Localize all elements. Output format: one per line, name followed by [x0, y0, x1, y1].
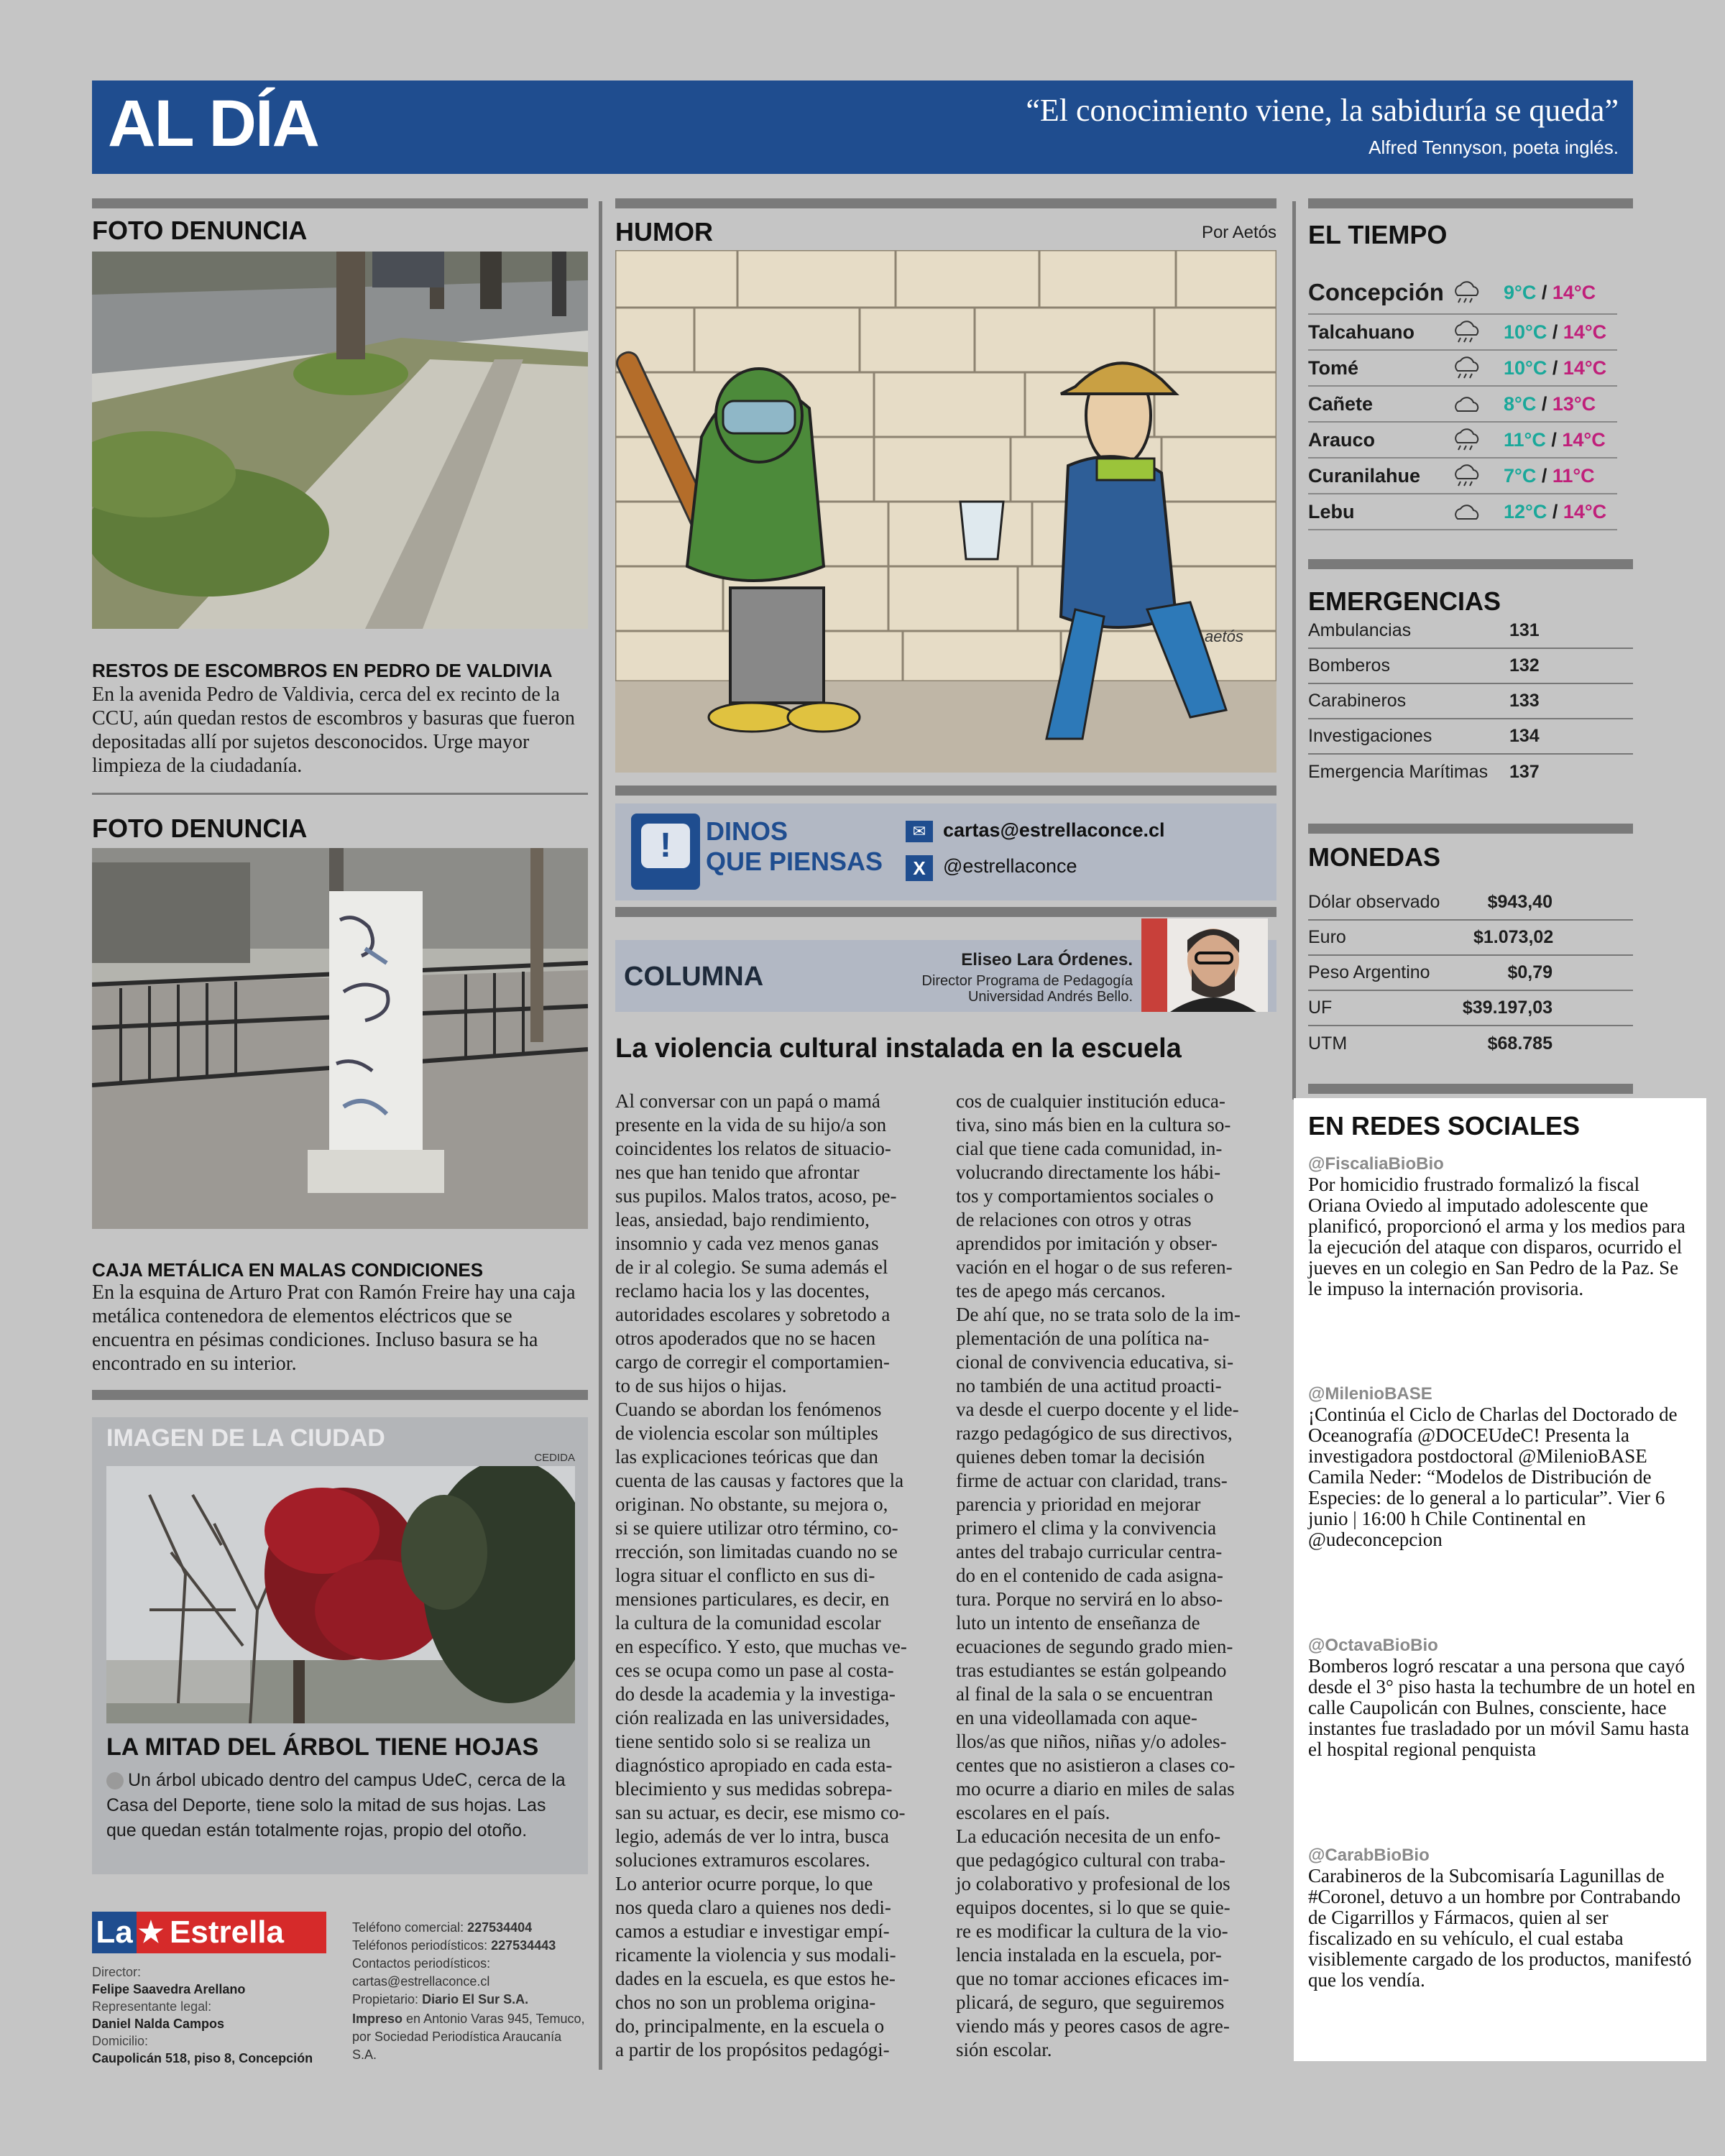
section-header: [92, 80, 1633, 174]
emergency-label: Emergencia Marítimas: [1308, 762, 1489, 782]
dinos-email[interactable]: cartas@estrellaconce.cl: [943, 819, 1165, 841]
section-title: AL DÍA: [108, 87, 318, 160]
emergency-row: [1308, 684, 1633, 719]
temp-max: 13°C: [1552, 392, 1596, 415]
weather-city: Curanilahue: [1308, 464, 1421, 487]
emergency-label: Ambulancias: [1308, 620, 1412, 640]
currency-value: $943,40: [1487, 892, 1552, 912]
emergencias-table: [1308, 614, 1633, 790]
temp-min: 10°C: [1504, 321, 1547, 343]
weather-city: Concepción: [1308, 279, 1444, 305]
redes-title: EN REDES SOCIALES: [1308, 1111, 1581, 1141]
foto-denuncia-caption-title-2: CAJA METÁLICA EN MALAS CONDICIONES: [92, 1259, 484, 1281]
temp-min: 9°C: [1504, 281, 1537, 303]
star-icon: ★: [138, 1917, 164, 1948]
imagen-ciudad-box: [92, 1417, 588, 1874]
logo-la: La: [92, 1912, 137, 1953]
columna-author-role: Director Programa de Pedagogía: [921, 973, 1133, 989]
section-rule: [615, 786, 1276, 796]
foto-denuncia-title: FOTO DENUNCIA: [92, 216, 308, 245]
weather-table: [1308, 272, 1617, 530]
section-rule: [615, 198, 1276, 208]
masthead-contacts: [352, 1919, 589, 2064]
emergency-number: 133: [1509, 691, 1540, 711]
phone-label: Teléfono comercial:: [352, 1920, 464, 1935]
social-handle[interactable]: @MilenioBASE: [1308, 1384, 1432, 1404]
contact-email[interactable]: cartas@estrellaconce.cl: [352, 1974, 490, 1989]
temp-max: 14°C: [1563, 356, 1607, 379]
rain-cloud-icon: [1452, 321, 1482, 344]
staff-label: Domicilio:: [92, 2034, 149, 2048]
monedas-table: [1308, 885, 1633, 1061]
emergencias-title: EMERGENCIAS: [1308, 586, 1501, 616]
emergency-number: 137: [1509, 762, 1540, 782]
foto-denuncia-title-2: FOTO DENUNCIA: [92, 814, 308, 843]
emergency-number: 134: [1509, 726, 1540, 746]
contact-label: Contactos periodísticos:: [352, 1956, 491, 1971]
weather-row: Curanilahue 7°C / 11°C: [1308, 459, 1617, 494]
photo-credit: CEDIDA: [534, 1452, 575, 1464]
imagen-ciudad-headline: LA MITAD DEL ÁRBOL TIENE HOJAS: [106, 1733, 539, 1761]
currency-value: $68.785: [1487, 1033, 1552, 1054]
temp-min: 11°C: [1504, 428, 1546, 451]
weather-city: Talcahuano: [1308, 321, 1415, 343]
humor-title: HUMOR: [615, 217, 713, 247]
section-rule: [92, 198, 588, 208]
currency-label: UTM: [1308, 1033, 1348, 1054]
social-post: [1308, 1154, 1696, 1299]
social-post: [1308, 1846, 1696, 1991]
dinos-title: [706, 816, 883, 877]
currency-row: [1308, 991, 1633, 1026]
section-rule: [92, 1390, 588, 1400]
staff-value: Daniel Naldа Campos: [92, 2017, 225, 2031]
social-post: [1308, 1636, 1696, 1760]
print-text: en Antonio Varas 945, Temuco, por Sociedad Periodística Araucanía S.A.: [352, 2012, 585, 2062]
owner-value: Diario El Sur S.A.: [422, 1992, 529, 2007]
currency-row: [1308, 885, 1633, 921]
currency-label: UF: [1308, 998, 1333, 1018]
columna-text-col1: Al conversar con un papá o mamá presente en la vida de su hijo/a son coincidentes los relatos de situacio- nes que han tenido que afrontar sus pupilos. Malos tratos, acoso, pe- leas, ansiedad, bajo rendimiento, insomnio y cada vez menos ganas de ir al colegio. Se suma además el reclamo hacia los y las docentes, autoridades escolares y sobretodo a otros apoderados que no se hacen cargo de corregir el comportamien- to de sus hijos o hijas. Cuando se abordan los fenómenos de violencia escolar son múltiples las explicaciones teóricas que dan cuenta de las causas y factores que la originan. No obstante, su mejora o, si se quiere utilizar otro término, co- rrección, son limitadas cuando no se logra situar el conflicto en sus di- mensiones particulares, es decir, en la cultura de la comunidad escolar en específico. Y esto, que muchas ve- ces se ocupa como un pase al costa- do desde la academia y la investiga- ción realizada en las universidades, tiene sentido solo si se realiza un diagnóstico apropiado en cada esta- blecimiento y sus medidas sobrepa- san su actuar, es decir, ese mismo co- legio, además de ver lo intra, busca soluciones extramuros escolares. Lo anterior ocurre porque, lo que nos queda claro a quienes nos dedi- camos a estudiar e investigar empí- ricamente la violencia y sus modali- dades en la escuela, es que estos he- chos no son un problema origina- do, principalmente, en la escuela o a partir de los propósitos pedagógi-: [615, 1090, 907, 2060]
cartoon-signature: aetós: [1205, 627, 1243, 645]
phone-label: Teléfonos periodísticos:: [352, 1938, 488, 1953]
currency-value: $39.197,03: [1462, 998, 1552, 1018]
temp-max: 14°C: [1563, 321, 1607, 343]
section-rule: [92, 793, 588, 795]
cloud-icon: [1452, 500, 1482, 523]
cloud-icon: [1452, 392, 1482, 415]
currency-label: Peso Argentino: [1308, 962, 1430, 982]
dinos-x-handle[interactable]: @estrellaconce: [943, 855, 1077, 877]
foto-denuncia-photo-caja: [92, 848, 588, 1229]
currency-value: $0,79: [1507, 962, 1552, 982]
section-rule: [615, 907, 1276, 917]
social-text: Por homicidio frustrado formalizó la fiscal Oriana Oviedo al imputado adolescente que planificó, proporcionó el arma y los medios para la ejecución del ataque con disparos, ocurrido el jueves en un colegio en San Pedro de la Paz. Se le impuso la internación provisoria.: [1308, 1174, 1685, 1299]
mail-icon: ✉: [906, 821, 933, 842]
emergency-number: 131: [1509, 620, 1540, 640]
emergency-row: [1308, 755, 1633, 790]
emergency-label: Bomberos: [1308, 655, 1390, 676]
rain-cloud-icon: [1452, 428, 1482, 451]
staff-value: Felipe Saavedra Arellano: [92, 1982, 246, 1996]
rain-cloud-icon: [1452, 464, 1482, 487]
columna-headline: La violencia cultural instalada en la escuela: [615, 1033, 1182, 1064]
phone-value: 227534443: [491, 1938, 556, 1953]
dinos-line1: DINOS: [706, 816, 788, 846]
imagen-ciudad-text: Un árbol ubicado dentro del campus UdeC, cerca de la Casa del Deporte, tiene solo la mitad de sus hojas. Las que quedan están totalmente rojas, propio del otoño.: [106, 1770, 566, 1841]
section-rule: [1308, 198, 1633, 208]
foto-denuncia-caption-title: RESTOS DE ESCOMBROS EN PEDRO DE VALDIVIA: [92, 660, 553, 681]
social-post: [1308, 1384, 1696, 1550]
header-quote-author: Alfred Tennyson, poeta inglés.: [1368, 137, 1619, 158]
section-rule: [1308, 1084, 1633, 1094]
columna-author-photo: [1141, 918, 1268, 1012]
header-quote: “El conocimiento viene, la sabiduría se queda”: [1026, 93, 1619, 128]
social-text: Carabineros de la Subcomisaría Lagunillas de #Coronel, detuvo a un hombre por Contrabando de Cigarrillos y Fármacos, quien al ser fiscalizado en su vehículo, el cual estaba visiblemente cargado de los productos, manifestó que los vendía.: [1308, 1865, 1692, 1991]
weather-city: Lebu: [1308, 500, 1355, 522]
imagen-ciudad-photo: [106, 1466, 575, 1723]
foto-denuncia-photo-escombros: [92, 252, 588, 629]
emergency-row: [1308, 614, 1633, 649]
humor-byline: Por Aetós: [1201, 223, 1276, 242]
weather-city: Arauco: [1308, 428, 1376, 451]
redes-sociales-box: [1294, 1098, 1706, 2061]
weather-row: Tomé 10°C / 14°C: [1308, 351, 1617, 387]
temp-max: 11°C: [1552, 464, 1595, 487]
temp-min: 8°C: [1504, 392, 1537, 415]
column-divider: [1292, 201, 1296, 1100]
temp-max: 14°C: [1563, 500, 1607, 522]
section-rule: [1308, 559, 1633, 569]
imagen-ciudad-title: IMAGEN DE LA CIUDAD: [106, 1424, 385, 1452]
weather-row: Lebu 12°C / 14°C: [1308, 494, 1617, 530]
emergency-row: [1308, 649, 1633, 684]
chat-bubble-icon: !: [631, 814, 700, 890]
masthead-staff: [92, 1963, 336, 2067]
currency-row: [1308, 921, 1633, 956]
weather-city: Tomé: [1308, 356, 1359, 379]
columna-header: [615, 940, 1276, 1012]
temp-min: 10°C: [1504, 356, 1547, 379]
owner-label: Propietario:: [352, 1992, 419, 2007]
columna-text-col2: cos de cualquier institución educa- tiva, sino más bien en la cultura so- cial que tiene cada comunidad, in- volucrando directamente los hábi- tos y comportamientos sociales o de relaciones con otros y otras aprendidos por imitación y obser- vación en el hogar o de sus referen- tes de apego más cercanos. De ahí que, no se trata solo de la im- plementación de una política na- cional de convivencia educativa, si- no también de una actitud proacti- va desde el cuerpo docente y el lide- razgo pedagógico de sus directivos, quienes deben tomar la decisión firme de actuar con claridad, trans- parencia y prioridad en mejorar primero el clima y la convivencia antes del trabajo curricular centra- do en el contenido de cada asigna- tura. Porque no servirá en lo abso- luto un intento de enseñanza de ecuaciones de segundo grado mien- tras estudiantes se están golpeando al final de la sala o se encuentran en una videollamada con aque- llos/as que niños, niñas y/o adoles- centes que no asistieron a clases co- mo ocurre a diario en miles de salas escolares en el país. La educación necesita de un enfo- que pedagógico cultural con traba- jo colaborativo y profesional de los equipos docentes, si lo que se quie- re es modificar la cultura de la vio- lencia instalada en la escuela, por- que no tomar acciones eficaces im- plicará, de seguro, que seguiremos viendo más y peores casos de agre- sión escolar.: [956, 1090, 1241, 2060]
staff-label: Director:: [92, 1965, 142, 1979]
tiempo-title: EL TIEMPO: [1308, 220, 1448, 249]
column-divider: [599, 201, 602, 2070]
rain-cloud-icon: [1452, 281, 1482, 304]
columna-author-affiliation: Universidad Andrés Bello.: [967, 989, 1133, 1005]
humor-cartoon: [615, 250, 1276, 773]
social-handle[interactable]: @CarabBioBio: [1308, 1846, 1430, 1865]
rain-cloud-icon: [1452, 356, 1482, 379]
la-estrella-logo: [92, 1912, 326, 1953]
currency-label: Dólar observado: [1308, 892, 1440, 912]
x-logo-icon: X: [906, 855, 933, 881]
columna-title: COLUMNA: [624, 962, 764, 992]
emergency-label: Investigaciones: [1308, 726, 1432, 746]
temp-min: 7°C: [1504, 464, 1537, 487]
dinos-line2: QUE PIENSAS: [706, 847, 883, 876]
emergency-row: [1308, 719, 1633, 755]
temp-max: 14°C: [1552, 281, 1596, 303]
temp-min: 12°C: [1504, 500, 1547, 522]
currency-row: [1308, 1026, 1633, 1061]
social-handle[interactable]: @FiscaliaBioBio: [1308, 1154, 1444, 1174]
currency-row: [1308, 956, 1633, 991]
weather-row: Cañete 8°C / 13°C: [1308, 387, 1617, 423]
social-text: ¡Continúa el Ciclo de Charlas del Doctorado de Oceanografía @DOCEUdeC! Presenta la investigadora postdoctoral @MilenioBASE Camila Neder: “Modelos de Distribución de Especies: de lo general a lo particular”. Vier 6 junio | 16:00 h Chile Continental en @udeconcepcion: [1308, 1404, 1678, 1550]
staff-value: Caupolicán 518, piso 8, Concepción: [92, 2051, 313, 2065]
foto-denuncia-caption-text: En la avenida Pedro de Valdivia, cerca del ex recinto de la CCU, aún quedan restos de escombros y basuras que fueron depositadas allí por sujetos desconocidos. Urge mayor limpieza de la ciudadanía.: [92, 683, 575, 777]
social-text: Bomberos logró rescatar a una persona que cayó desde el 3° piso hasta la techumbre de un hotel en calle Caupolicán con Bulnes, consciente, hace instantes fue trasladado por un móvil Samu hasta el hospital regional penquista: [1308, 1655, 1696, 1760]
monedas-title: MONEDAS: [1308, 842, 1441, 872]
weather-row: Concepción 9°C / 14°C: [1308, 272, 1617, 315]
weather-city: Cañete: [1308, 392, 1374, 415]
social-handle[interactable]: @OctavaBioBio: [1308, 1636, 1438, 1655]
logo-estrella: Estrella: [170, 1915, 284, 1950]
section-rule: [1308, 824, 1633, 834]
phone-value: 227534404: [467, 1920, 533, 1935]
emergency-number: 132: [1509, 655, 1540, 676]
currency-label: Euro: [1308, 927, 1346, 947]
dinos-que-piensas-box: [615, 803, 1276, 900]
staff-label: Representante legal:: [92, 1999, 212, 2014]
currency-value: $1.073,02: [1473, 927, 1554, 947]
emergency-label: Carabineros: [1308, 691, 1407, 711]
print-label: Impreso: [352, 2012, 403, 2026]
foto-denuncia-caption-text-2: En la esquina de Arturo Prat con Ramón Freire hay una caja metálica contenedora de elementos eléctricos que se encuentra en pésimas condiciones. Incluso basura se ha encontrado en su interior.: [92, 1281, 576, 1375]
weather-row: Arauco 11°C / 14°C: [1308, 423, 1617, 459]
columna-author: Eliseo Lara Órdenes.: [961, 950, 1133, 969]
temp-max: 14°C: [1562, 428, 1606, 451]
weather-row: Talcahuano 10°C / 14°C: [1308, 315, 1617, 351]
